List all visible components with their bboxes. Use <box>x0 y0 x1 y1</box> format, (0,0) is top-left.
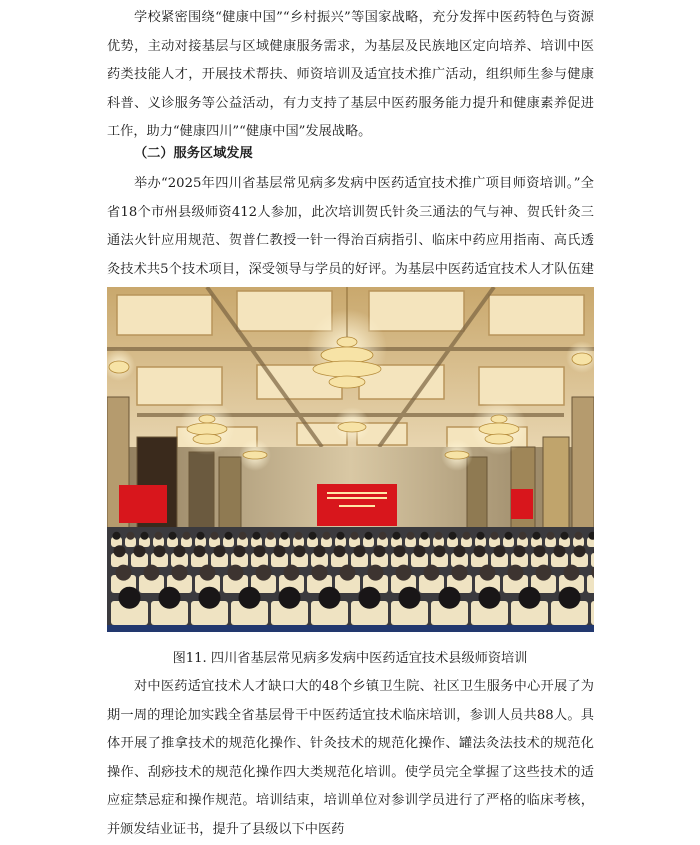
figure-caption: 图11. 四川省基层常见病多发病中医药适宜技术县级师资培训 <box>172 651 528 666</box>
section-heading: （二）服务区域发展 <box>134 146 253 161</box>
conference-hall-photo <box>107 287 594 632</box>
paragraph-clinical-training: 对中医药适宜技术人才缺口大的48个乡镇卫生院、社区卫生服务中心开展了为期一周的理论加实践全省基层骨干中医药适宜技术临床培训，参训人员共88人。具体开展了推拿技术的规范化操作、针灸技术的规范化操作、罐法灸法技术的规范化操作、刮痧技术的规范化操作四大类规范化培训。使学员完全掌握了这些技术的适应症禁忌症和操作规范。培训结束，培训单位对参训学员进行了严格的临床考核，并颁发结业证书，提升了县级以下中医药 <box>107 679 594 837</box>
paragraph-training-event: 举办“2025年四川省基层常见病多发病中医药适宜技术推广项目师资培训。”全省18个市州县级师资412人参加，此次培训贺氏针灸三通法的气与神、贺氏针灸三通法火针应用规范、贺普仁教授一针一得治百病指引、临床中药应用指南、高氏透灸技术共5个技术项目，深受领导与学员的好评。为基层中医药适宜技术人才队伍建 <box>107 176 594 277</box>
paragraph-school-strategy: 学校紧密围绕“健康中国”“乡村振兴”等国家战略，充分发挥中医药特色与资源优势，主动对接基层与区域健康服务需求，为基层及民族地区定向培养、培训中医药类技能人才，开展技术帮扶、师资培训及适宜技术推广活动，组织师生参与健康科普、义诊服务等公益活动，有力支持了基层中医药服务能力提升和健康素养促进工作，助力“健康四川”“健康中国”发展战略。 <box>107 10 594 140</box>
